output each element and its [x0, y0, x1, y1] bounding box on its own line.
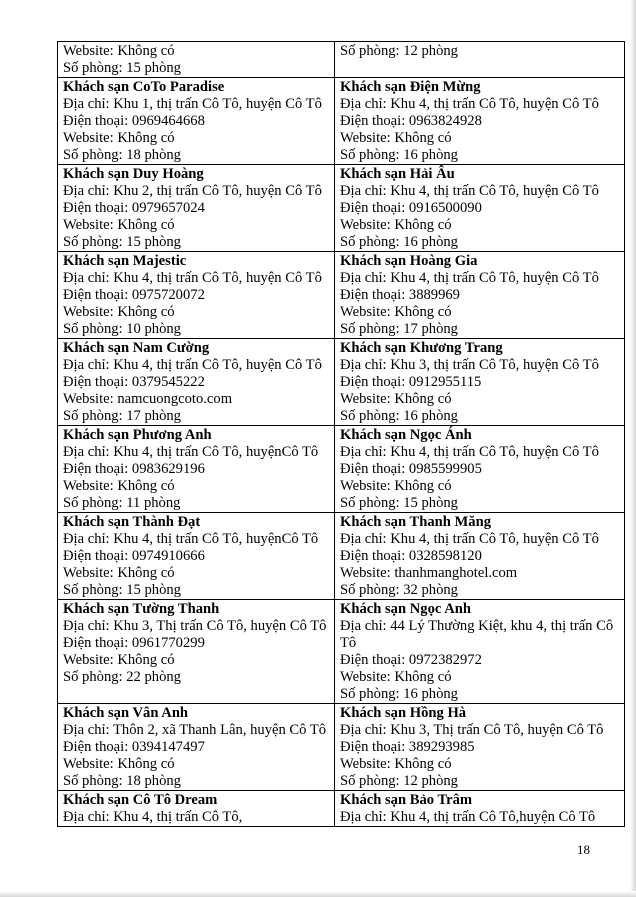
- hotel-name: Khách sạn Nam Cường: [63, 340, 210, 356]
- table-row: [58, 791, 625, 827]
- hotel-cell: [335, 704, 625, 791]
- rooms-line: Số phòng: 17 phòng: [340, 321, 458, 337]
- phone-line: Điện thoại: 0985599905: [340, 461, 482, 477]
- phone-line: Điện thoại: 389293985: [340, 739, 475, 755]
- table-row: [58, 165, 625, 252]
- phone-line: Điện thoại: 0974910666: [63, 548, 205, 564]
- website-line: Website: Không có: [63, 130, 175, 146]
- hotel-name: Khách sạn Vân Anh: [63, 705, 189, 721]
- phone-line: Điện thoại: 0969464668: [63, 113, 205, 129]
- phone-line: Điện thoại: 0961770299: [63, 635, 205, 651]
- rooms-line: Số phòng: 12 phòng: [340, 43, 458, 59]
- hotel-cell: [58, 42, 335, 78]
- address-line: Địa chỉ: 44 Lý Thường Kiệt, khu 4, thị trấn Cô Tô: [340, 618, 614, 651]
- hotel-name: Khách sạn Khương Trang: [340, 340, 503, 356]
- hotel-name: Khách sạn Tường Thanh: [63, 601, 220, 617]
- website-line: Website: Không có: [63, 565, 175, 581]
- website-line: Website: Không có: [340, 478, 452, 494]
- address-line: Địa chỉ: Khu 3, thị trấn Cô Tô, huyện Cô Tô: [340, 357, 599, 373]
- hotel-name: Khách sạn Hồng Hà: [340, 705, 467, 721]
- table-row: [58, 339, 625, 426]
- page-number: 18: [577, 842, 590, 857]
- website-line: Website: Không có: [63, 756, 175, 772]
- phone-line: Điện thoại: 0916500090: [340, 200, 482, 216]
- website-line: Website: Không có: [63, 652, 175, 668]
- website-line: Website: Không có: [63, 43, 175, 59]
- website-line: Website: Không có: [340, 304, 452, 320]
- table-row: [58, 252, 625, 339]
- hotel-name: Khách sạn Bảo Trâm: [340, 792, 473, 808]
- hotel-name: Khách sạn Majestic: [63, 253, 187, 269]
- table-row: [58, 600, 625, 704]
- table-row: [58, 78, 625, 165]
- address-line: Địa chỉ: Khu 4, thị trấn Cô Tô, huyện Cô Tô: [340, 96, 599, 112]
- hotel-cell: [58, 426, 335, 513]
- hotel-name: Khách sạn Ngọc Ánh: [340, 427, 472, 443]
- address-line: Địa chỉ: Khu 4, thị trấn Cô Tô, huyện Cô Tô: [340, 444, 599, 460]
- page-edge-shadow: [0, 891, 636, 897]
- hotel-cell: [58, 600, 335, 704]
- hotel-cell: [335, 42, 625, 78]
- phone-line: Điện thoại: 0979657024: [63, 200, 205, 216]
- hotel-cell: [58, 513, 335, 600]
- rooms-line: Số phòng: 16 phòng: [340, 686, 458, 702]
- hotel-cell: [58, 165, 335, 252]
- hotel-directory-table: [57, 41, 625, 827]
- rooms-line: Số phòng: 12 phòng: [340, 773, 458, 789]
- hotel-name: Khách sạn Điện Mừng: [340, 79, 481, 95]
- address-line: Địa chỉ: Khu 3, Thị trấn Cô Tô, huyện Cô Tô: [340, 722, 604, 738]
- phone-line: Điện thoại: 0379545222: [63, 374, 205, 390]
- rooms-line: Số phòng: 15 phòng: [340, 495, 458, 511]
- address-line: Địa chỉ: Khu 4, thị trấn Cô Tô, huyệnCô Tô: [63, 444, 319, 460]
- hotel-name: Khách sạn Thanh Măng: [340, 514, 491, 530]
- website-line: Website: Không có: [340, 391, 452, 407]
- rooms-line: Số phòng: 11 phòng: [63, 495, 181, 511]
- address-line: Địa chỉ: Khu 4, thị trấn Cô Tô, huyện Cô Tô: [340, 531, 599, 547]
- hotel-cell: [58, 339, 335, 426]
- website-line: Website: Không có: [340, 756, 452, 772]
- phone-line: Điện thoại: 0912955115: [340, 374, 482, 390]
- rooms-line: Số phòng: 17 phòng: [63, 408, 181, 424]
- phone-line: Điện thoại: 0963824928: [340, 113, 482, 129]
- address-line: Địa chỉ: Thôn 2, xã Thanh Lân, huyện Cô Tô: [63, 722, 327, 738]
- phone-line: Điện thoại: 0394147497: [63, 739, 205, 755]
- phone-line: Điện thoại: 3889969: [340, 287, 460, 303]
- phone-line: Điện thoại: 0975720072: [63, 287, 205, 303]
- address-line: Địa chỉ: Khu 4, thị trấn Cô Tô, huyện Cô Tô: [63, 357, 322, 373]
- hotel-name: Khách sạn Duy Hoàng: [63, 166, 204, 182]
- hotel-cell: [58, 78, 335, 165]
- website-line: Website: Không có: [340, 130, 452, 146]
- rooms-line: Số phòng: 16 phòng: [340, 408, 458, 424]
- address-line: Địa chỉ: Khu 1, thị trấn Cô Tô, huyện Cô Tô: [63, 96, 322, 112]
- website-line: Website: namcuongcoto.com: [63, 391, 233, 407]
- table-row: [58, 426, 625, 513]
- phone-line: Điện thoại: 0983629196: [63, 461, 205, 477]
- hotel-name: Khách sạn CoTo Paradise: [63, 79, 225, 95]
- rooms-line: Số phòng: 16 phòng: [340, 234, 458, 250]
- hotel-cell: [335, 339, 625, 426]
- rooms-line: Số phòng: 18 phòng: [63, 147, 181, 163]
- address-line: Địa chỉ: Khu 4, thị trấn Cô Tô,: [63, 809, 243, 825]
- page-edge-shadow: [630, 0, 636, 897]
- phone-line: Điện thoại: 0972382972: [340, 652, 482, 668]
- website-line: Website: Không có: [63, 304, 175, 320]
- address-line: Địa chỉ: Khu 4, thị trấn Cô Tô,huyện Cô Tô: [340, 809, 596, 825]
- hotel-cell: [335, 78, 625, 165]
- hotel-name: Khách sạn Hải Âu: [340, 166, 455, 182]
- address-line: Địa chỉ: Khu 4, thị trấn Cô Tô, huyện Cô Tô: [63, 270, 322, 286]
- website-line: Website: Không có: [340, 669, 452, 685]
- rooms-line: Số phòng: 16 phòng: [340, 147, 458, 163]
- table-row: [58, 704, 625, 791]
- hotel-cell: [58, 791, 335, 827]
- hotel-cell: [335, 252, 625, 339]
- rooms-line: Số phòng: 15 phòng: [63, 60, 181, 76]
- website-line: Website: Không có: [63, 478, 175, 494]
- table-row: [58, 42, 625, 78]
- address-line: Địa chỉ: Khu 3, Thị trấn Cô Tô, huyện Cô Tô: [63, 618, 327, 634]
- hotel-name: Khách sạn Phương Anh: [63, 427, 212, 443]
- address-line: Địa chỉ: Khu 4, thị trấn Cô Tô, huyệnCô Tô: [63, 531, 319, 547]
- hotel-name: Khách sạn Cô Tô Dream: [63, 792, 218, 808]
- website-line: Website: Không có: [340, 217, 452, 233]
- hotel-cell: [335, 791, 625, 827]
- address-line: Địa chỉ: Khu 2, thị trấn Cô Tô, huyện Cô Tô: [63, 183, 322, 199]
- hotel-cell: [335, 513, 625, 600]
- website-line: Website: thanhmanghotel.com: [340, 565, 518, 581]
- rooms-line: Số phòng: 32 phòng: [340, 582, 458, 598]
- hotel-cell: [58, 252, 335, 339]
- rooms-line: Số phòng: 22 phòng: [63, 669, 181, 685]
- rooms-line: Số phòng: 15 phòng: [63, 234, 181, 250]
- rooms-line: Số phòng: 15 phòng: [63, 582, 181, 598]
- rooms-line: Số phòng: 18 phòng: [63, 773, 181, 789]
- address-line: Địa chỉ: Khu 4, thị trấn Cô Tô, huyện Cô Tô: [340, 183, 599, 199]
- hotel-cell: [335, 426, 625, 513]
- hotel-cell: [335, 600, 625, 704]
- rooms-line: Số phòng: 10 phòng: [63, 321, 181, 337]
- hotel-cell: [335, 165, 625, 252]
- hotel-name: Khách sạn Thành Đạt: [63, 514, 201, 530]
- hotel-cell: [58, 704, 335, 791]
- hotel-name: Khách sạn Ngọc Anh: [340, 601, 471, 617]
- website-line: Website: Không có: [63, 217, 175, 233]
- table-row: [58, 513, 625, 600]
- hotel-name: Khách sạn Hoàng Gia: [340, 253, 478, 269]
- phone-line: Điện thoại: 0328598120: [340, 548, 482, 564]
- address-line: Địa chỉ: Khu 4, thị trấn Cô Tô, huyện Cô Tô: [340, 270, 599, 286]
